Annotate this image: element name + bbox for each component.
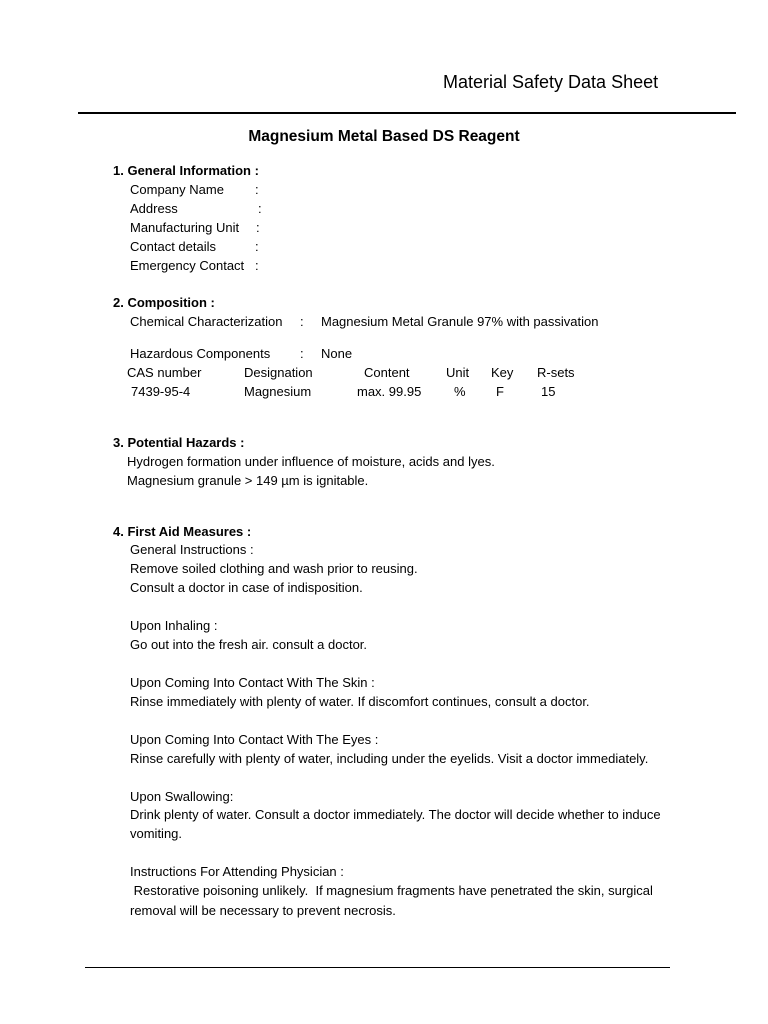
header-divider (78, 112, 736, 114)
section-composition-heading: 2. Composition : (113, 295, 215, 310)
general-instructions-line: Remove soiled clothing and wash prior to reusing. (130, 561, 418, 576)
chemical-characterization-value: Magnesium Metal Granule 97% with passivation (321, 314, 599, 329)
table-cell-content: max. 99.95 (357, 384, 422, 399)
chemical-characterization-label: Chemical Characterization (130, 314, 283, 329)
table-header-content: Content (364, 365, 410, 380)
physician-instructions-line: Restorative poisoning unlikely. If magnesium fragments have penetrated the skin, surgical (130, 883, 653, 898)
swallowing-line: vomiting. (130, 826, 183, 841)
field-contact-details-colon: : (255, 239, 259, 254)
physician-instructions-line: removal will be necessary to prevent necrosis. (130, 903, 396, 918)
chemical-characterization-colon: : (300, 314, 304, 329)
hazardous-components-label: Hazardous Components (130, 346, 271, 361)
field-address-label: Address (130, 201, 178, 216)
general-instructions-heading: General Instructions : (130, 542, 254, 557)
general-instructions-line: Consult a doctor in case of indisposition. (130, 580, 363, 595)
section-potential-hazards-heading: 3. Potential Hazards : (113, 435, 245, 450)
field-company-name-colon: : (255, 182, 259, 197)
inhaling-heading: Upon Inhaling : (130, 618, 218, 633)
field-company-name-label: Company Name (130, 182, 224, 197)
field-address-colon: : (258, 201, 262, 216)
document-title: Magnesium Metal Based DS Reagent (248, 128, 520, 145)
table-header-key: Key (491, 365, 514, 380)
eye-contact-heading: Upon Coming Into Contact With The Eyes : (130, 732, 379, 747)
skin-contact-line: Rinse immediately with plenty of water. If discomfort continues, consult a doctor. (130, 694, 590, 709)
field-emergency-contact-label: Emergency Contact (130, 258, 245, 273)
swallowing-heading: Upon Swallowing: (130, 789, 234, 804)
table-cell-key: F (496, 384, 504, 399)
swallowing-line: Drink plenty of water. Consult a doctor immediately. The doctor will decide whether to induce (130, 807, 661, 822)
footer-divider (85, 967, 670, 968)
hazard-line: Hydrogen formation under influence of moisture, acids and lyes. (127, 454, 495, 469)
field-manufacturing-unit-label: Manufacturing Unit (130, 220, 240, 235)
physician-instructions-heading: Instructions For Attending Physician : (130, 864, 344, 879)
hazardous-components-colon: : (300, 346, 304, 361)
table-header-cas-number: CAS number (127, 365, 202, 380)
table-cell-r-sets: 15 (541, 384, 556, 399)
eye-contact-line: Rinse carefully with plenty of water, including under the eyelids. Visit a doctor immediately. (130, 751, 649, 766)
page-header-title: Material Safety Data Sheet (443, 72, 659, 92)
skin-contact-heading: Upon Coming Into Contact With The Skin : (130, 675, 375, 690)
table-cell-designation: Magnesium (244, 384, 312, 399)
field-manufacturing-unit-colon: : (256, 220, 260, 235)
section-general-information-heading: 1. General Information : (113, 163, 259, 178)
table-header-designation: Designation (244, 365, 313, 380)
hazard-line: Magnesium granule > 149 µm is ignitable. (127, 473, 369, 488)
inhaling-line: Go out into the fresh air. consult a doctor. (130, 637, 368, 652)
table-cell-cas-number: 7439-95-4 (131, 384, 191, 399)
section-first-aid-heading: 4. First Aid Measures : (113, 524, 252, 539)
hazardous-components-value: None (321, 346, 353, 361)
table-header-unit: Unit (446, 365, 470, 380)
table-cell-unit: % (454, 384, 466, 399)
field-emergency-contact-colon: : (255, 258, 259, 273)
field-contact-details-label: Contact details (130, 239, 216, 254)
table-header-r-sets: R-sets (537, 365, 575, 380)
